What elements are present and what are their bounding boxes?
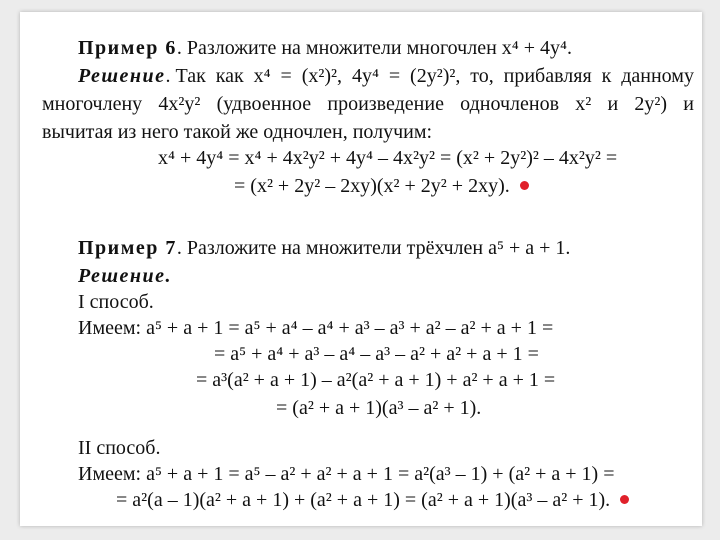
example6-word: прибавляя: [503, 65, 592, 87]
example7-label: Пример 7: [78, 237, 177, 259]
example6-equation-result: = (x² + 2y² – 2xy)(x² + 2y² + 2xy).: [234, 175, 510, 197]
method2-equation-final: [116, 488, 629, 512]
example6-word: 4y⁴: [351, 65, 379, 87]
example6-word: =: [280, 65, 292, 87]
example6-equation: x⁴ + 4y⁴ = x⁴ + 4x²y² + 4y⁴ – 4x²y² = (x² + 2y²)² – 4x²y² =: [158, 147, 618, 169]
example6-solution-line: [78, 64, 694, 88]
method2-equation: Имеем: a⁵ + a + 1 = a⁵ – a² + a² + a + 1 = a²(a³ – 1) + (a² + a + 1) =: [78, 463, 615, 485]
example6-task: . Разложите на множители многочлен x⁴ + 4y⁴.: [176, 37, 573, 59]
example6-word: то,: [470, 65, 494, 87]
example6-equation-final: [234, 174, 529, 198]
example7-heading: [78, 236, 570, 260]
example6-word: . Так: [165, 65, 206, 87]
example6-word: (x²)²,: [301, 65, 343, 87]
example7-task: . Разложите на множители трёхчлен a⁵ + a + 1.: [176, 237, 571, 259]
method1-equation: Имеем: a⁵ + a + 1 = a⁵ + a⁴ – a⁴ + a³ – a³ + a² – a² + a + 1 =: [78, 317, 554, 339]
example6-word: и: [683, 93, 694, 115]
bullet-dot-icon: [520, 181, 529, 190]
method2-equation-result: = a²(a – 1)(a² + a + 1) + (a² + a + 1) = (a² + a + 1)(a³ – a² + 1).: [116, 489, 611, 511]
method1-equation: = a³(a² + a + 1) – a²(a² + a + 1) + a² + a + 1 =: [196, 369, 556, 391]
slide: [20, 12, 702, 526]
example6-word: =: [388, 65, 401, 87]
example6-word: как: [215, 65, 244, 87]
example6-text-line: вычитая из него такой же одночлен, получим:: [42, 121, 433, 143]
example6-word: (2y²)²,: [410, 65, 461, 87]
example6-word: данному: [621, 65, 694, 87]
example6-label: Пример 6: [78, 37, 177, 59]
example6-word: x²: [575, 93, 592, 115]
method1-heading: I способ.: [78, 291, 154, 313]
example6-word: к: [601, 65, 612, 87]
method1-equation: = a⁵ + a⁴ + a³ – a⁴ – a³ – a² + a² + a + 1 =: [214, 343, 539, 365]
bullet-dot-icon: [620, 495, 629, 504]
example6-word: 2y²): [634, 93, 668, 115]
example6-word: и: [607, 93, 619, 115]
example6-word: 4x²y²: [158, 93, 201, 115]
example6-word: x⁴: [253, 65, 271, 87]
example6-solution-label: Решение: [78, 65, 166, 87]
example6-text-line: [42, 92, 694, 116]
example6-word: (удвоенное: [216, 93, 312, 115]
example6-word: одночленов: [460, 93, 560, 115]
method1-equation: = (a² + a + 1)(a³ – a² + 1).: [276, 397, 482, 419]
example6-heading: [78, 36, 572, 60]
example6-word: произведение: [327, 93, 444, 115]
example7-solution-label: Решение.: [78, 265, 173, 287]
example6-word: многочлену: [42, 93, 143, 115]
method2-heading: II способ.: [78, 437, 161, 459]
